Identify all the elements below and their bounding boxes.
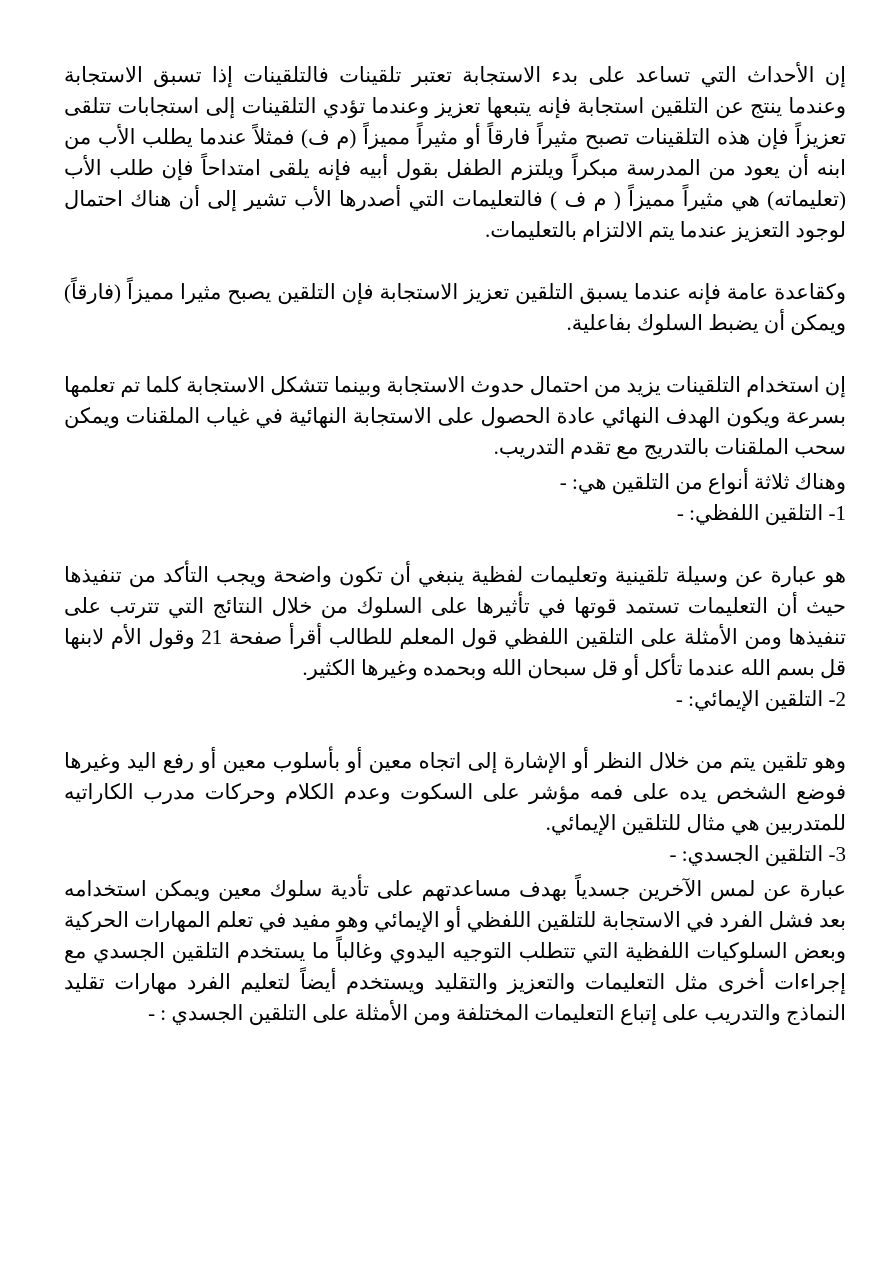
section-heading-verbal: 1- التلقين اللفظي: - xyxy=(676,501,846,525)
section-heading-physical: 3- التلقين الجسدي: - xyxy=(669,842,846,866)
document-page xyxy=(64,60,846,1029)
section-body-verbal: هو عبارة عن وسيلة تلقينية وتعليمات لفظية ينبغي أن تكون واضحة ويجب التأكد من تنفيذها حيث أن التعليمات تستمد قوتها في تأثيرها على السلوك من خلال النتائج التي تترتب على تنفيذها ومن الأمثلة على التلقين اللفظي قول المعلم للطالب أقرأ صفحة 21 وقول الأم لابنها قل بسم الله عندما تأكل أو قل سبحان الله وبحمده وغيرها الكثير. xyxy=(64,563,846,680)
section-heading-gestural: 2- التلقين الإيمائي: - xyxy=(675,687,846,711)
section-body-gestural: وهو تلقين يتم من خلال النظر أو الإشارة إلى اتجاه معين أو بأسلوب معين أو رفع اليد وغيرها فوضع الشخص يده على فمه مؤشر على السكوت وعدم الكلام وحركات مدرب الكاراتيه للمتدربين هي مثال للتلقين الإيمائي. xyxy=(64,749,846,835)
intro-paragraph-2: وكقاعدة عامة فإنه عندما يسبق التلقين تعزيز الاستجابة فإن التلقين يصبح مثيرا مميزاً (فارقاً) ويمكن أن يضبط السلوك بفاعلية. xyxy=(64,280,846,335)
section-body-physical: عبارة عن لمس الآخرين جسدياً بهدف مساعدتهم على تأدية سلوك معين ويمكن استخدامه بعد فشل الفرد في الاستجابة للتلقين اللفظي أو الإيمائي وهو مفيد في تعلم المهارات الحركية وبعض السلوكيات اللفظية التي تتطلب التوجيه اليدوي وغالباً ما يستخدم التلقين الجسدي مع إجراءات أخرى مثل التعليمات والتعزيز والتقليد ويستخدم أيضاً لتعليم الفرد مهارات تقليد النماذج والتدريب على إتباع التعليمات المختلفة ومن الأمثلة على التلقين الجسدي : - xyxy=(64,877,846,1025)
intro-paragraph-1: إن الأحداث التي تساعد على بدء الاستجابة تعتبر تلقينات فالتلقينات إذا تسبق الاستجابة وعندما ينتج عن التلقين استجابة فإنه يتبعها تعزيز وعندما تؤدي التلقينات إلى استجابات تتلقى تعزيزاً فإن هذه التلقينات تصبح مثيراً فارقاً أو مثيراً مميزاً (م ف) فمثلاً عندما يطلب الأب من ابنه أن يعود من المدرسة مبكراً ويلتزم الطفل بقول أبيه فإنه يلقى امتداحاً فإن طلب الأب (تعليماته) هي مثيراً مميزاً ( م ف ) فالتعليمات التي أصدرها الأب تشير إلى أن هناك احتمال لوجود التعزيز عندما يتم الالتزام بالتعليمات. xyxy=(64,63,846,242)
types-intro-line: وهناك ثلاثة أنواع من التلقين هي: - xyxy=(559,470,846,494)
intro-paragraph-3: إن استخدام التلقينات يزيد من احتمال حدوث الاستجابة وبينما تتشكل الاستجابة كلما تم تعلمها بسرعة ويكون الهدف النهائي عادة الحصول على الاستجابة النهائية في غياب الملقنات ويمكن سحب الملقنات بالتدريج مع تقدم التدريب. xyxy=(64,373,846,459)
